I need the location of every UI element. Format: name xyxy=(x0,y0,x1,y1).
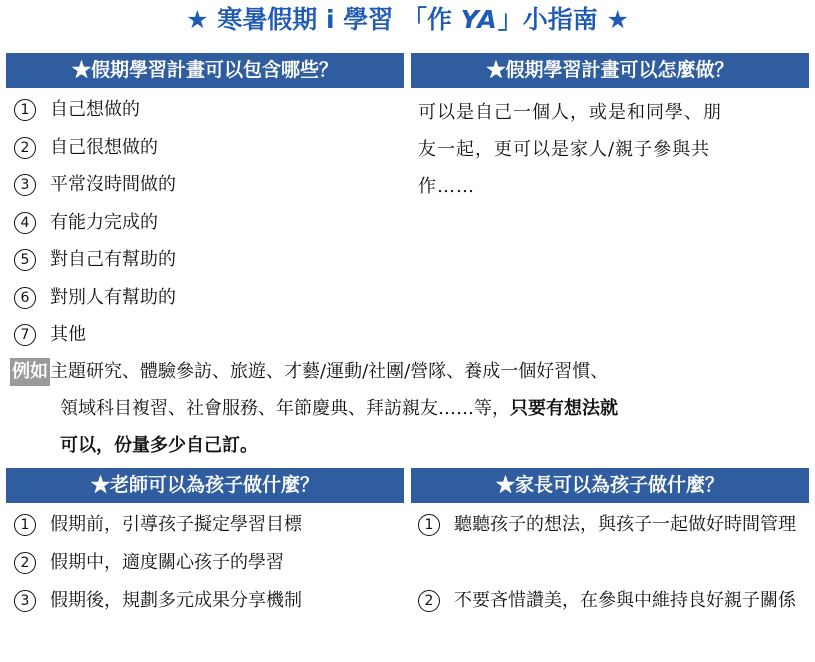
paragraph-line: 作…… xyxy=(418,176,475,197)
list-item xyxy=(14,548,302,586)
list-item xyxy=(14,320,176,358)
page-title xyxy=(0,2,815,38)
star-icon: ★ xyxy=(186,5,209,34)
list-item-text: 假期後，規劃多元成果分享機制 xyxy=(50,590,302,611)
list-item xyxy=(14,245,176,283)
list-item-text: 不要吝惜讚美，在參與中維持良好親子關係 xyxy=(454,590,796,611)
list-item-text: 有能力完成的 xyxy=(50,211,158,233)
example-text: 主題研究、體驗參訪、旅遊、才藝/運動/社團/營隊、養成一個好習慣、 xyxy=(50,361,609,382)
circled-number: 2 xyxy=(14,137,36,159)
list-item-text: 自己很想做的 xyxy=(50,136,158,158)
paragraph-line: 可以是自己一個人，或是和同學、朋 xyxy=(418,102,722,123)
title-text-after: 」小指南 xyxy=(497,5,598,34)
list-item xyxy=(418,586,809,662)
section-header-teacher: ★老師可以為孩子做什麼？ xyxy=(6,468,404,503)
circled-number: 1 xyxy=(14,514,36,536)
list-item xyxy=(14,586,302,624)
circled-number: 2 xyxy=(418,590,440,612)
section-header-plan-how: ★假期學習計畫可以怎麼做？ xyxy=(411,53,809,88)
list-item-text: 聽聽孩子的想法，與孩子一起做好時間管理 xyxy=(454,514,796,535)
circled-number: 1 xyxy=(418,514,440,536)
example-line xyxy=(10,353,805,390)
example-block xyxy=(10,353,805,464)
list-item xyxy=(418,510,809,586)
section-header-parent: ★家長可以為孩子做什麼？ xyxy=(411,468,809,503)
example-line xyxy=(10,390,805,427)
example-tag: 例如 xyxy=(10,358,50,386)
list-item-text: 假期中，適度關心孩子的學習 xyxy=(50,552,284,573)
example-emphasis: 可以，份量多少自己訂。 xyxy=(60,435,258,456)
circled-number: 3 xyxy=(14,590,36,612)
list-item-text: 對自己有幫助的 xyxy=(50,249,176,270)
list-item xyxy=(14,208,176,246)
list-item xyxy=(14,283,176,321)
circled-number: 6 xyxy=(14,287,36,309)
list-item xyxy=(14,95,176,133)
paragraph-line: 友一起，更可以是家人/親子參與共 xyxy=(418,139,711,160)
section-header-plan-contents: ★假期學習計畫可以包含哪些？ xyxy=(6,53,404,88)
plan-how-paragraph xyxy=(418,94,810,205)
plan-contents-list xyxy=(14,95,176,358)
title-text-before: 寒暑假期 i 學習 「作 xyxy=(217,5,461,34)
list-item-text: 平常沒時間做的 xyxy=(50,174,176,195)
list-item-text: 自己想做的 xyxy=(50,99,140,120)
circled-number: 5 xyxy=(14,249,36,271)
list-item xyxy=(14,170,176,208)
example-line xyxy=(10,427,805,464)
circled-number: 3 xyxy=(14,174,36,196)
parent-list xyxy=(418,510,809,662)
list-item xyxy=(14,133,176,171)
list-item-text: 其他 xyxy=(50,324,86,345)
list-item-text: 假期前，引導孩子擬定學習目標 xyxy=(50,514,302,535)
teacher-list xyxy=(14,510,302,624)
example-text: 領域科目複習、社會服務、年節慶典、拜訪親友……等， xyxy=(60,398,510,419)
circled-number: 1 xyxy=(14,99,36,121)
circled-number: 7 xyxy=(14,324,36,346)
list-item-text: 對別人有幫助的 xyxy=(50,286,176,308)
title-ya: YA xyxy=(460,5,498,34)
list-item xyxy=(14,510,302,548)
circled-number: 2 xyxy=(14,552,36,574)
circled-number: 4 xyxy=(14,212,36,234)
example-emphasis: 只要有想法就 xyxy=(510,398,618,419)
star-icon: ★ xyxy=(606,5,629,34)
